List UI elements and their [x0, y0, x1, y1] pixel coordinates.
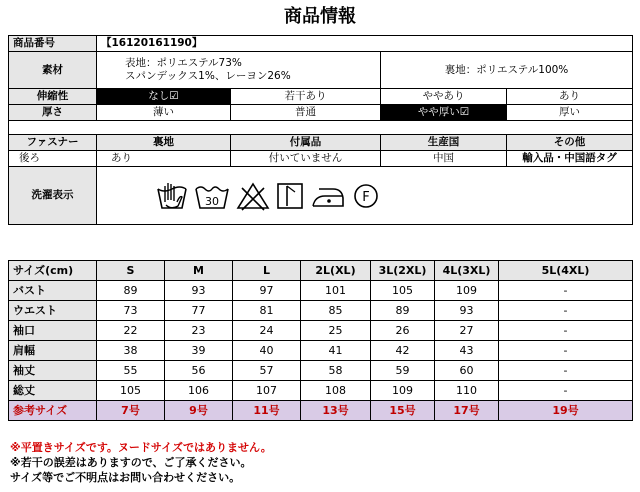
table-row: [9, 301, 633, 321]
size-cell: 38: [97, 341, 165, 361]
size-cell: 60: [435, 361, 499, 381]
row-label: バスト: [9, 281, 97, 301]
stretch-row: [9, 89, 633, 105]
details-header-lining: 裏地: [97, 135, 231, 151]
size-cell: 107: [233, 381, 301, 401]
wash-symbols-cell: [97, 167, 633, 225]
thickness-option-slightly-thick: やや厚い☑: [381, 105, 507, 121]
row-label: 総丈: [9, 381, 97, 401]
size-cell: 39: [165, 341, 233, 361]
spacer-row: [9, 121, 633, 135]
size-cell: 108: [301, 381, 371, 401]
size-cell: 23: [165, 321, 233, 341]
details-value-origin: 中国: [381, 151, 507, 167]
size-cell: 26: [371, 321, 435, 341]
thickness-option-thick: 厚い: [507, 105, 633, 121]
details-value-other: 輸入品・中国語タグ: [507, 151, 633, 167]
row-label: 参考サイズ: [9, 401, 97, 421]
size-cell: 9号: [165, 401, 233, 421]
table-row: [9, 381, 633, 401]
size-cell: 15号: [371, 401, 435, 421]
wash-row: [9, 167, 633, 225]
size-table-body: [9, 281, 633, 421]
size-header-m: M: [165, 261, 233, 281]
material-label: 素材: [9, 52, 97, 89]
row-label: 袖口: [9, 321, 97, 341]
material-outer: [97, 52, 381, 89]
note-flat-size: ※平置きサイズです。ヌードサイズではありません。: [10, 441, 272, 454]
no-bleach-icon: [235, 180, 271, 212]
drip-dry-icon: [275, 180, 305, 212]
size-cell: 24: [233, 321, 301, 341]
details-header-row: [9, 135, 633, 151]
table-row: [9, 321, 633, 341]
size-cell: 7号: [97, 401, 165, 421]
size-cell: 41: [301, 341, 371, 361]
dry-clean-letter: F: [362, 189, 370, 205]
details-value-row: [9, 151, 633, 167]
stretch-option-yes: あり: [507, 89, 633, 105]
reference-size-row: [9, 401, 633, 421]
wash-30-icon: [193, 180, 231, 212]
size-cell: -: [499, 301, 633, 321]
details-header-origin: 生産国: [381, 135, 507, 151]
details-value-lining: あり: [97, 151, 231, 167]
size-cell: 13号: [301, 401, 371, 421]
stretch-option-somewhat: ややあり: [381, 89, 507, 105]
table-row: [9, 281, 633, 301]
size-cell: -: [499, 321, 633, 341]
thickness-label: 厚さ: [9, 105, 97, 121]
size-cell: -: [499, 381, 633, 401]
thickness-option-normal: 普通: [231, 105, 381, 121]
iron-low-icon: [309, 180, 347, 212]
size-header-label: サイズ(cm): [9, 261, 97, 281]
material-lining: 裏地：ポリエステル100%: [381, 52, 633, 89]
table-row: [9, 341, 633, 361]
size-cell: 93: [165, 281, 233, 301]
note-contact: サイズ等でご不明点はお問い合わせください。: [10, 471, 241, 484]
size-cell: 73: [97, 301, 165, 321]
size-cell: 89: [371, 301, 435, 321]
stretch-label: 伸縮性: [9, 89, 97, 105]
size-cell: 11号: [233, 401, 301, 421]
size-header-l: L: [233, 261, 301, 281]
details-header-other: その他: [507, 135, 633, 151]
size-cell: 106: [165, 381, 233, 401]
spec-table: [8, 35, 633, 225]
size-cell: 59: [371, 361, 435, 381]
material-outer-line1: 表地：ポリエステル73%: [125, 57, 242, 70]
details-header-accessories: 付属品: [231, 135, 381, 151]
size-cell: 77: [165, 301, 233, 321]
note-tolerance: ※若干の誤差はありますので、ご了承ください。: [10, 456, 252, 469]
product-number-row: [9, 36, 633, 52]
details-value-zipper: 後ろ: [9, 151, 97, 167]
size-cell: 17号: [435, 401, 499, 421]
size-cell: 25: [301, 321, 371, 341]
page-title: 商品情報: [284, 6, 356, 27]
product-number-label: 商品番号: [9, 36, 97, 52]
size-header-row: [9, 261, 633, 281]
size-cell: 42: [371, 341, 435, 361]
dry-clean-f-icon: [351, 180, 381, 212]
spacer-cell: [9, 121, 633, 135]
size-cell: 55: [97, 361, 165, 381]
wash-label: 洗濯表示: [9, 167, 97, 225]
wash-symbols: [97, 180, 632, 212]
details-header-zipper: ファスナー: [9, 135, 97, 151]
table-row: [9, 361, 633, 381]
size-header-2l: 2L(XL): [301, 261, 371, 281]
size-header-4l: 4L(3XL): [435, 261, 499, 281]
row-label: 袖丈: [9, 361, 97, 381]
size-cell: -: [499, 361, 633, 381]
stretch-option-none: なし☑: [97, 89, 231, 105]
details-value-accessories: 付いていません: [231, 151, 381, 167]
size-cell: 85: [301, 301, 371, 321]
size-header-5l: 5L(4XL): [499, 261, 633, 281]
size-cell: 40: [233, 341, 301, 361]
stretch-option-slight: 若干あり: [231, 89, 381, 105]
size-cell: 27: [435, 321, 499, 341]
size-cell: 89: [97, 281, 165, 301]
row-label: ウエスト: [9, 301, 97, 321]
size-header-s: S: [97, 261, 165, 281]
size-cell: 57: [233, 361, 301, 381]
size-cell: 109: [371, 381, 435, 401]
size-cell: 105: [97, 381, 165, 401]
size-cell: 43: [435, 341, 499, 361]
material-row: [9, 52, 633, 89]
size-cell: -: [499, 341, 633, 361]
size-cell: 19号: [499, 401, 633, 421]
wash-temp-text: 30: [205, 194, 219, 208]
size-cell: 93: [435, 301, 499, 321]
size-header-3l: 3L(2XL): [371, 261, 435, 281]
size-table: [8, 260, 633, 421]
size-cell: 56: [165, 361, 233, 381]
row-label: 肩幅: [9, 341, 97, 361]
thickness-row: [9, 105, 633, 121]
size-cell: 58: [301, 361, 371, 381]
notes: [10, 440, 630, 485]
size-cell: 97: [233, 281, 301, 301]
hand-wash-icon: [155, 180, 189, 212]
thickness-option-thin: 薄い: [97, 105, 231, 121]
material-outer-line2: スパンデックス1%、レーヨン26%: [125, 70, 291, 82]
size-cell: 105: [371, 281, 435, 301]
product-number-value: 【16120161190】: [97, 36, 633, 52]
size-cell: 110: [435, 381, 499, 401]
size-cell: 22: [97, 321, 165, 341]
size-cell: 81: [233, 301, 301, 321]
size-cell: -: [499, 281, 633, 301]
size-cell: 101: [301, 281, 371, 301]
size-cell: 109: [435, 281, 499, 301]
